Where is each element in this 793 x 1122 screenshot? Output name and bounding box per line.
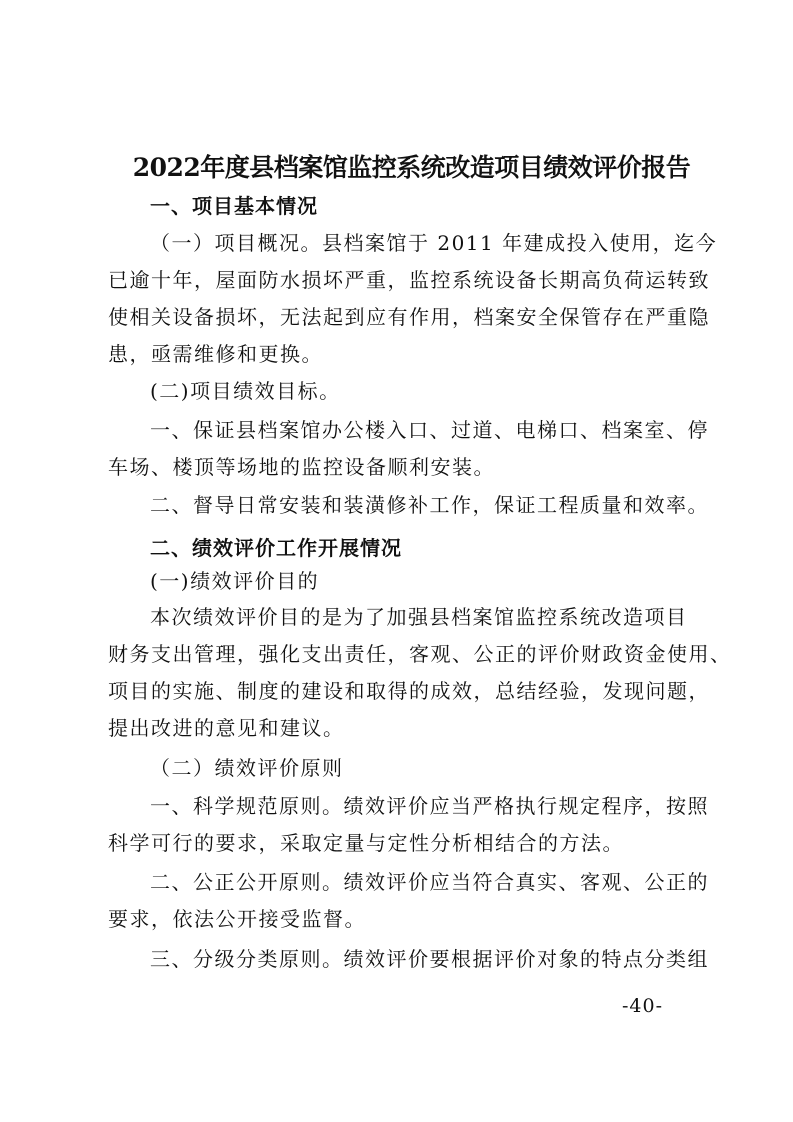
paragraph-line: 三、分级分类原则。绩效评价要根据评价对象的特点分类组 <box>150 947 709 971</box>
paragraph-line: 财务支出管理，强化支出责任，客观、公正的评价财政资金使用、 <box>108 642 732 666</box>
paragraph-line: 一、保证县档案馆办公楼入口、过道、电梯口、档案室、停 <box>150 418 709 442</box>
paragraph-line: 使相关设备损坏，无法起到应有作用，档案安全保管存在严重隐 <box>108 305 710 329</box>
page-number: -40- <box>622 995 664 1017</box>
section-heading-1: 一、项目基本情况 <box>150 194 318 218</box>
paragraph-line: 要求，依法公开接受监督。 <box>108 907 366 931</box>
document-title: 2022年度县档案馆监控系统改造项目绩效评价报告 <box>132 153 691 182</box>
paragraph-line: 科学可行的要求，采取定量与定性分析相结合的方法。 <box>108 831 624 855</box>
paragraph-line: 本次绩效评价目的是为了加强县档案馆监控系统改造项目 <box>150 605 688 629</box>
paragraph-line: 提出改进的意见和建议。 <box>108 716 345 740</box>
paragraph-line: （一）项目概况。县档案馆于 2011 年建成投入使用，迄今 <box>150 231 718 255</box>
subsection-heading: (一)绩效评价目的 <box>150 569 320 593</box>
subsection-heading: (二)项目绩效目标。 <box>150 379 341 403</box>
paragraph-line: 二、公正公开原则。绩效评价应当符合真实、客观、公正的 <box>150 870 709 894</box>
section-heading-2: 二、绩效评价工作开展情况 <box>150 536 402 560</box>
paragraph-line: 二、督导日常安装和装潢修补工作，保证工程质量和效率。 <box>150 493 709 517</box>
paragraph-line: 已逾十年，屋面防水损坏严重，监控系统设备长期高负荷运转致 <box>108 268 710 292</box>
paragraph-line: 车场、楼顶等场地的监控设备顺利安装。 <box>108 455 495 479</box>
subsection-heading: （二）绩效评价原则 <box>150 756 344 780</box>
paragraph-line: 项目的实施、制度的建设和取得的成效，总结经验，发现问题， <box>108 679 710 703</box>
paragraph-line: 患，亟需维修和更换。 <box>108 342 323 366</box>
paragraph-line: 一、科学规范原则。绩效评价应当严格执行规定程序，按照 <box>150 794 709 818</box>
